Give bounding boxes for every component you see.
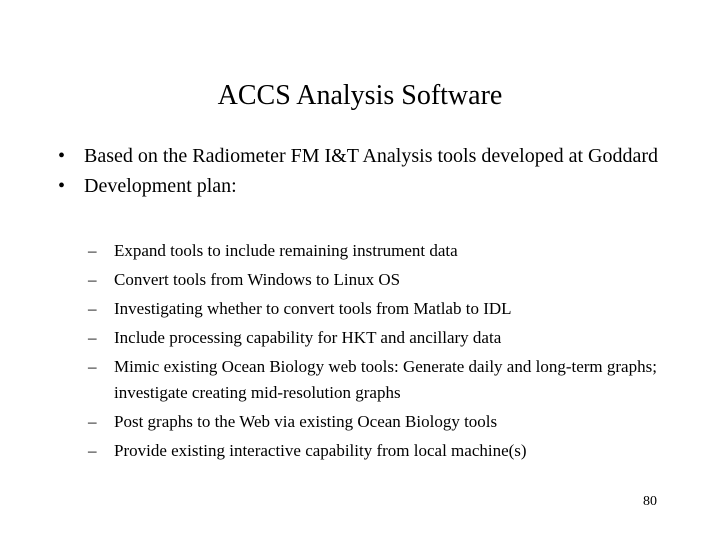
sub-bullet-text: Convert tools from Windows to Linux OS	[114, 270, 401, 289]
sub-bullet-text: Include processing capability for HKT and ancillary data	[114, 328, 502, 347]
dash-marker: –	[88, 328, 97, 347]
dash-marker: –	[88, 440, 97, 460]
sub-bullet-item	[88, 354, 668, 406]
slide-title: ACCS Analysis Software	[217, 80, 503, 111]
sub-bullet-text: Mimic existing Ocean Biology web tools: Generate daily and long-term graphs; investigate creating mid-resolution graphs	[114, 357, 657, 402]
sub-bullet-text: Provide existing interactive capability from local machine(s)	[114, 440, 527, 460]
dash-marker: –	[88, 299, 97, 318]
dash-marker: –	[88, 411, 97, 431]
sub-bullet-item	[88, 296, 668, 323]
sub-bullet-text: Post graphs to the Web via existing Ocean Biology tools	[114, 411, 498, 431]
bullet-marker: •	[58, 145, 66, 167]
dash-marker: –	[88, 357, 97, 376]
sub-bullet-list	[88, 238, 668, 464]
sub-bullet-item	[88, 438, 668, 465]
dash-marker: –	[88, 241, 97, 260]
sub-bullet-text: Investigating whether to convert tools from Matlab to IDL	[114, 299, 512, 318]
bullet-text: Based on the Radiometer FM I&T Analysis tools developed at Goddard	[84, 145, 658, 167]
dash-marker: –	[88, 270, 97, 289]
sub-bullet-text: Expand tools to include remaining instrument data	[114, 241, 458, 260]
sub-bullet-item	[88, 238, 668, 265]
bullet-item	[58, 144, 678, 168]
sub-bullet-item	[88, 409, 668, 436]
sub-bullet-item	[88, 267, 668, 294]
bullet-item	[58, 174, 678, 198]
bullet-marker: •	[58, 175, 66, 197]
bullet-text: Development plan:	[84, 175, 237, 197]
sub-bullet-item	[88, 325, 668, 352]
bullet-list	[58, 144, 678, 204]
page-number: 80	[643, 494, 657, 509]
